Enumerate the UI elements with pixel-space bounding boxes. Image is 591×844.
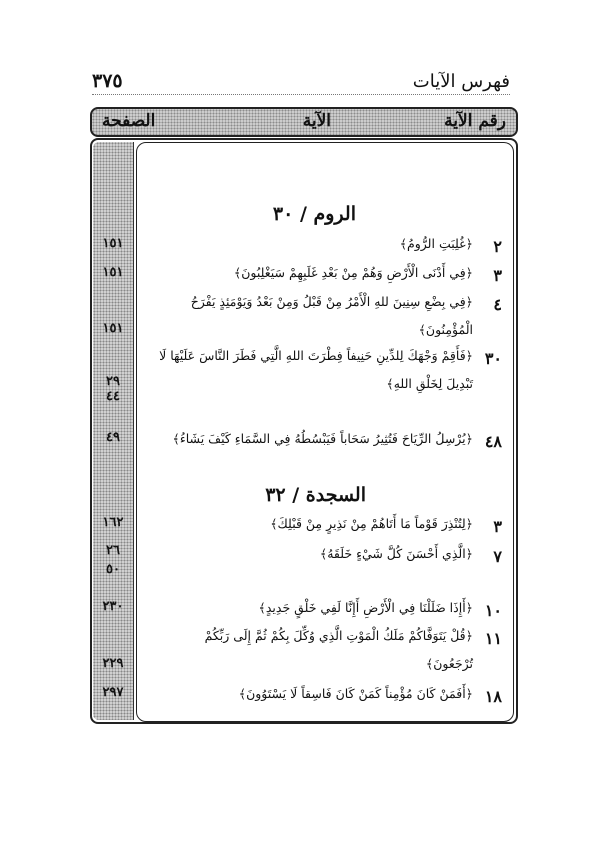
ayah-number: ١٨ [484, 687, 502, 706]
ayah-text: ﴿فِي أَدْنَى الْأَرْضِ وَهُمْ مِنْ بَعْدِ غَلَبِهِمْ سَيَغْلِبُونَ﴾ [233, 265, 473, 280]
page-ref: ١٥١ [102, 321, 124, 336]
ayah-number: ٣٠ [484, 349, 502, 368]
surah-title: الروم / ٣٠ [272, 203, 356, 225]
ayah-text-continuation: تَبْدِيلَ لِخَلْقِ اللهِ﴾ [386, 376, 473, 391]
ayah-text: ﴿فِي بِضْعِ سِنِينَ للهِ الْأَمْرُ مِنْ قَبْلُ وَمِنْ بَعْدُ وَيَوْمَئِذٍ يَفْرَحُ [190, 294, 473, 309]
surah-title: السجدة / ٣٢ [265, 484, 366, 506]
ayah-number: ٧ [493, 547, 502, 566]
page-ref: ٢٩٧ [102, 685, 124, 700]
page-title: فهرس الآيات [412, 71, 510, 92]
page-ref: ١٥١ [102, 265, 124, 280]
column-header-ayah: الآية [302, 111, 331, 131]
running-head [92, 70, 510, 95]
column-header-ayah-number: رقم الآية [444, 111, 506, 131]
ayah-number: ٢ [493, 237, 502, 256]
ayah-text-continuation: الْمُؤْمِنُونَ﴾ [418, 322, 473, 337]
page-ref: ٢٢٩ [102, 656, 124, 671]
ayah-text: ﴿قُلْ يَتَوَفَّاكُمْ مَلَكُ الْمَوْتِ الَّذِي وُكِّلَ بِكُمْ ثُمَّ إِلَى رَبِّكُمْ [204, 628, 473, 643]
ayah-text: ﴿لِتُنْذِرَ قَوْماً مَا أَتَاهُمْ مِنْ نَذِيرٍ مِنْ قَبْلِكَ﴾ [270, 516, 473, 531]
ayah-text: ﴿الَّذِي أَحْسَنَ كُلَّ شَيْءٍ خَلَقَهُ﴾ [319, 546, 473, 561]
page-ref: ٤٤ [106, 389, 120, 404]
page-ref: ٥٠ [106, 562, 120, 577]
ayah-number: ١٠ [484, 601, 502, 620]
ayah-number: ٣ [493, 517, 502, 536]
ayah-number: ١١ [484, 629, 502, 648]
page-ref: ٢٦ [106, 543, 120, 558]
page-ref: ٢٣٠ [102, 599, 124, 614]
ayah-number: ٤ [493, 295, 502, 314]
ayah-text: ﴿غُلِبَتِ الرُّومُ﴾ [399, 236, 473, 251]
column-header-bar [90, 107, 518, 137]
ayah-text: ﴿فَأَقِمْ وَجْهَكَ لِلدِّينِ حَنِيفاً فِطْرَتَ اللهِ الَّتِي فَطَرَ النَّاسَ عَلَيْهَا لَا [159, 348, 473, 363]
ayah-text-continuation: تُرْجَعُونَ﴾ [425, 656, 473, 671]
ayah-text: ﴿أَفَمَنْ كَانَ مُؤْمِناً كَمَنْ كَانَ فَاسِقاً لَا يَسْتَوُونَ﴾ [238, 686, 473, 701]
ayah-number: ٤٨ [484, 432, 502, 451]
page-ref: ١٦٢ [102, 515, 124, 530]
ayah-text: ﴿أَإِذَا ضَلَلْنَا فِي الْأَرْضِ أَإِنَّا لَفِي خَلْقٍ جَدِيدٍ﴾ [258, 600, 473, 615]
page-ref: ٢٩ [106, 374, 120, 389]
page-ref: ١٥١ [102, 236, 124, 251]
ayah-text: ﴿يُرْسِلُ الرِّيَاحَ فَتُثِيرُ سَحَاباً فَيَبْسُطُهُ فِي السَّمَاءِ كَيْفَ يَشَاءُ﴾ [172, 431, 473, 446]
ayah-number: ٣ [493, 266, 502, 285]
column-header-page: الصفحة [102, 111, 156, 131]
page-ref: ٤٩ [106, 430, 120, 445]
page-number: ٣٧٥ [92, 70, 123, 92]
